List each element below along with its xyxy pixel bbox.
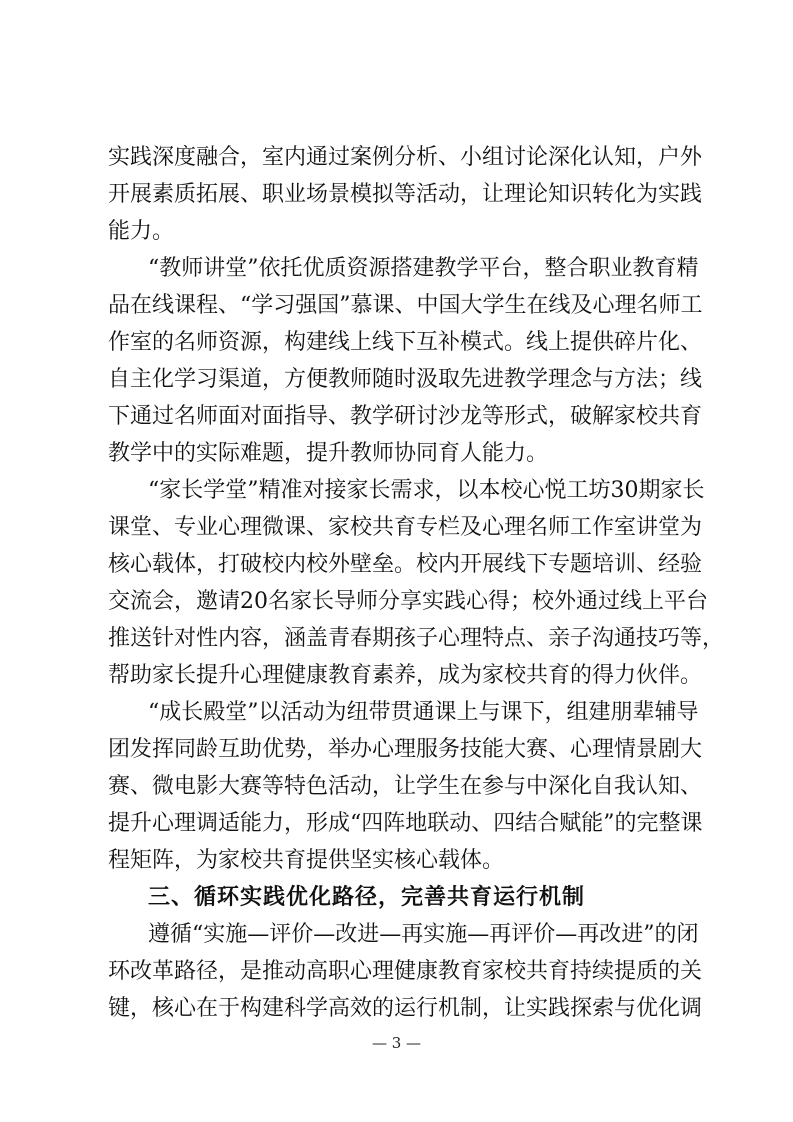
paragraph-line: 作室的名师资源，构建线上线下互补模式。线上提供碎片化、 [108, 330, 703, 355]
page-number: — 3 — [371, 1034, 422, 1052]
paragraph-line: 键，核心在于构建科学高效的运行机制，让实践探索与优化调 [108, 996, 703, 1021]
paragraph-line: “成长殿堂”以活动为纽带贯通课上与课下，组建朋辈辅导 [148, 700, 699, 725]
paragraph-line: 遵循“实施—评价—改进—再实施—再评价—再改进”的闭 [148, 922, 699, 947]
paragraph-line: 自主化学习渠道，方便教师随时汲取先进教学理念与方法；线 [108, 367, 703, 392]
paragraph-line: 下通过名师面对面指导、教学研讨沙龙等形式，破解家校共育 [108, 404, 703, 429]
paragraph-line: 团发挥同龄互助优势，举办心理服务技能大赛、心理情景剧大 [108, 737, 703, 762]
paragraph-line: 帮助家长提升心理健康教育素养，成为家校共育的得力伙伴。 [108, 663, 703, 688]
paragraph-line: “教师讲堂”依托优质资源搭建教学平台，整合职业教育精 [148, 256, 699, 281]
section-heading: 三、循环实践优化路径，完善共育运行机制 [148, 885, 586, 910]
paragraph-line: 程矩阵，为家校共育提供坚实核心载体。 [108, 848, 505, 873]
paragraph-line: 提升心理调适能力，形成“四阵地联动、四结合赋能”的完整课 [108, 811, 703, 836]
paragraph-line: 赛、微电影大赛等特色活动，让学生在参与中深化自我认知、 [108, 774, 703, 799]
paragraph-line: 环改革路径，是推动高职心理健康教育家校共育持续提质的关 [108, 959, 703, 984]
paragraph-line: 核心载体，打破校内校外壁垒。校内开展线下专题培训、经验 [108, 552, 703, 577]
paragraph-line: 能力。 [108, 219, 175, 244]
paragraph-line: 推送针对性内容，涵盖青春期孩子心理特点、亲子沟通技巧等， [108, 626, 725, 651]
paragraph-line: 实践深度融合，室内通过案例分析、小组讨论深化认知，户外 [108, 145, 703, 170]
paragraph-line: 品在线课程、“学习强国”慕课、中国大学生在线及心理名师工 [108, 293, 703, 318]
paragraph-line: “家长学堂”精准对接家长需求，以本校心悦工坊30期家长 [148, 478, 705, 503]
paragraph-line: 教学中的实际难题，提升教师协同育人能力。 [108, 441, 549, 466]
paragraph-line: 交流会，邀请20名家长导师分享实践心得；校外通过线上平台 [108, 589, 708, 614]
paragraph-line: 课堂、专业心理微课、家校共育专栏及心理名师工作室讲堂为 [108, 515, 703, 540]
paragraph-line: 开展素质拓展、职业场景模拟等活动，让理论知识转化为实践 [108, 182, 703, 207]
